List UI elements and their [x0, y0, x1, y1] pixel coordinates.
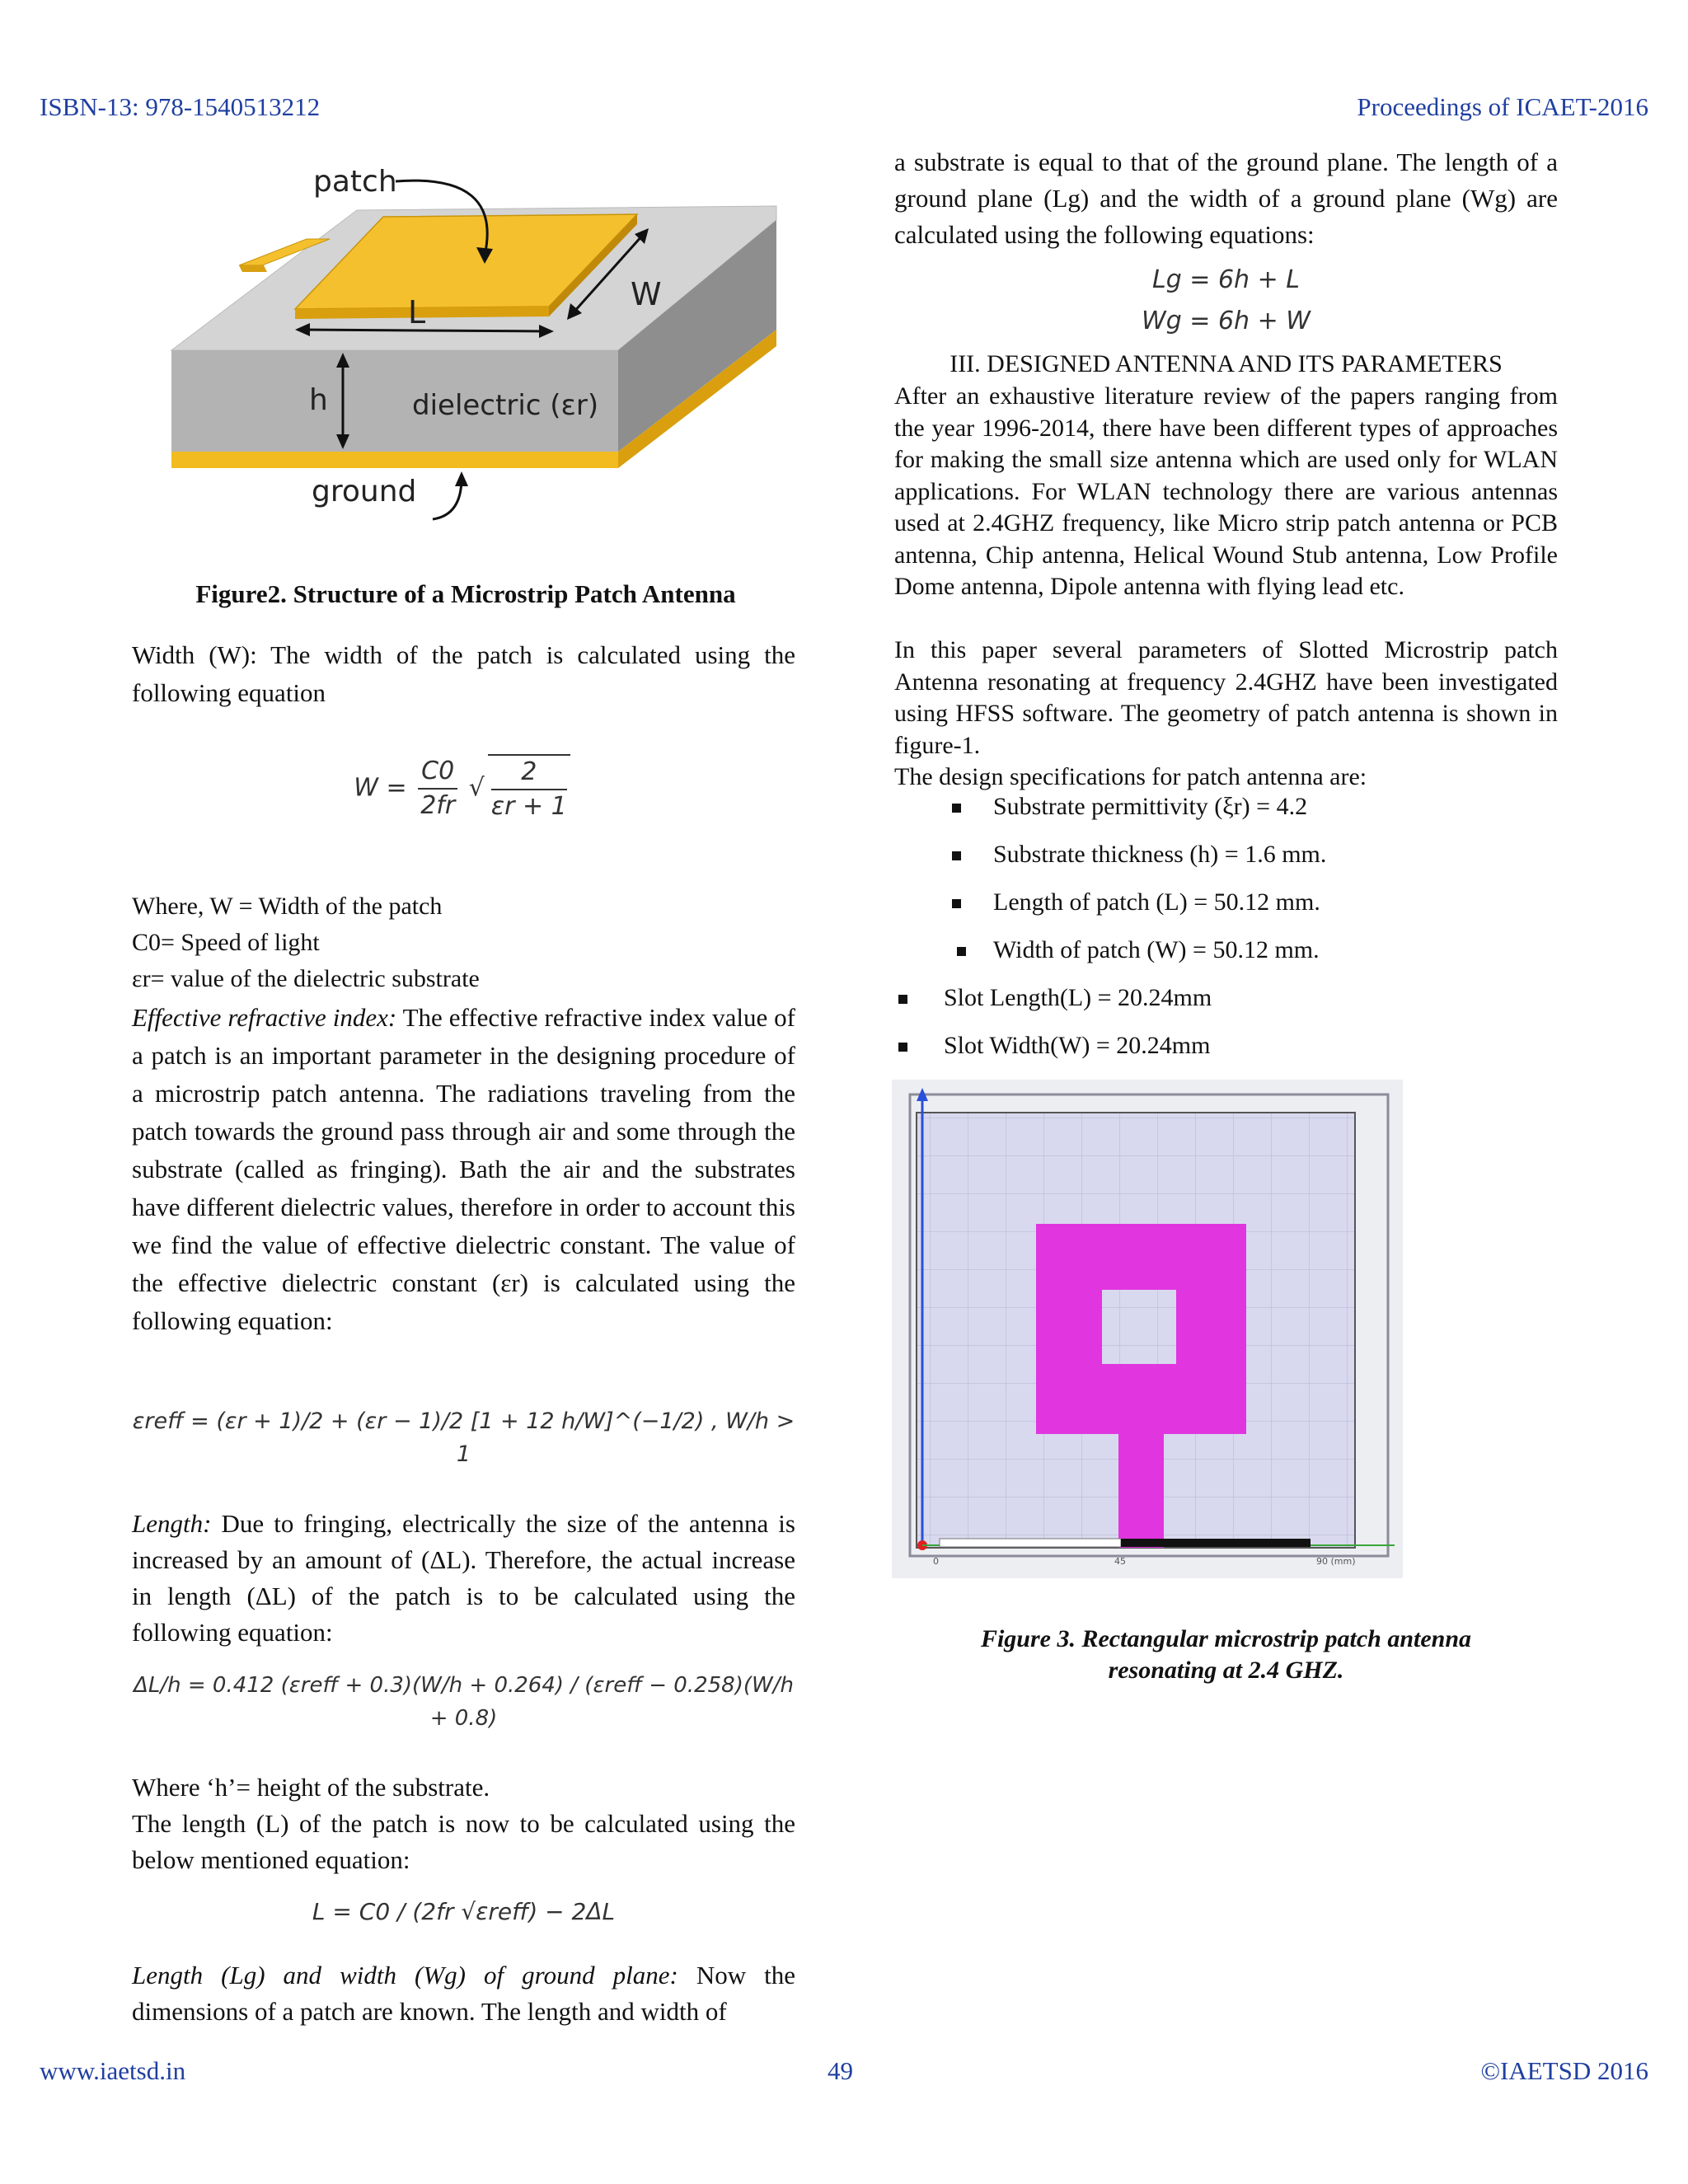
figure3-caption — [894, 1624, 1558, 1686]
label-patch: patch — [313, 165, 397, 199]
eq-w-den: 2fr — [420, 791, 456, 820]
width-paragraph: Width (W): The width of the patch is calculated using the following equation — [132, 640, 795, 707]
literature-paragraph: After an exhaustive literature review of the papers ranging from the year 1996-2014, there have been different types of approaches for making the small size antenna which are used only for WLAN applications. For WLAN technology there are various antennas used at 2.4GHZ frequency, like Micro strip patch antenna or PCB antenna, Chip antenna, Helical Wound Stub antenna, Low Profile Dome antenna, Dipole antenna with flying lead etc. — [894, 382, 1558, 600]
length-title: Length: — [132, 1509, 212, 1538]
spec-item: Substrate thickness (h) = 1.6 mm. — [894, 839, 1558, 887]
equation-delta-l: ΔL/h = 0.412 (εreff + 0.3)(W/h + 0.264) / (εreff − 0.258)(W/h + 0.8) — [134, 1673, 794, 1731]
hfss-paragraph: In this paper several parameters of Slotted Microstrip patch Antenna resonating at frequency 2.4GHZ have been investigated using HFSS software. The geometry of patch antenna is shown in figure-1. — [894, 636, 1558, 759]
label-ground: ground — [312, 475, 417, 509]
eq-w-num: C0 — [418, 755, 457, 790]
figure3-caption-line1: Figure 3. Rectangular microstrip patch antenna — [980, 1625, 1472, 1652]
scale-45: 45 — [1114, 1556, 1126, 1567]
eq-w-lhs: W = — [354, 773, 407, 803]
label-dielectric: dielectric (εr) — [412, 389, 599, 422]
eq-w-sqrt-num: 2 — [491, 756, 567, 790]
scale-0: 0 — [933, 1556, 939, 1567]
spec-list — [894, 791, 1558, 1078]
ground-plane-paragraph — [132, 1957, 795, 2030]
label-W: W — [631, 276, 662, 312]
ground-front — [171, 452, 618, 468]
figure2-caption: Figure2. Structure of a Microstrip Patch Antenna — [195, 579, 736, 608]
ground-plane-text: Now the dimensions of a patch are known. The length and width of — [132, 1961, 795, 2026]
section-title: III. DESIGNED ANTENNA AND ITS PARAMETERS — [950, 350, 1503, 377]
effective-index-title: Effective refractive index: — [132, 1003, 397, 1032]
spec-item: Width of patch (W) = 50.12 mm. — [894, 935, 1558, 982]
slot-item: Slot Width(W) = 20.24mm — [894, 1030, 1558, 1078]
where-c0: C0= Speed of light — [132, 929, 320, 956]
ground-plane-title: Length (Lg) and width (Wg) of ground plane: — [132, 1961, 678, 1990]
effective-index-text: The effective refractive index value of a patch is an important parameter in the designing procedure of a microstrip patch antenna. The radiations traveling from the patch towards the ground pass through air and some through the substrate (called as fringing). Bath the air and the substrates have different dielectric values, therefore in order to account this we find the value of effective dielectric constant. The value of the effective dielectric constant (εr) is calculated using the following equation: — [132, 1003, 796, 1335]
length-text: Due to fringing, electrically the size of the antenna is increased by an amount of (ΔL). Therefore, the actual increase in length (ΔL) of the patch is to be calculated using the following equation: — [132, 1509, 795, 1647]
footer-website[interactable]: www.iaetsd.in — [40, 2056, 186, 2085]
where-h: Where ‘h’= height of the substrate. — [132, 1773, 490, 1802]
figure3-caption-line2: resonating at 2.4 GHZ. — [1108, 1657, 1344, 1684]
scale-90: 90 (mm) — [1316, 1556, 1356, 1567]
equation-ground-length: Lg = 6h + L — [1152, 265, 1300, 294]
length-calc-paragraph: The length (L) of the patch is now to be calculated using the below mentioned equation: — [132, 1809, 795, 1874]
footer-copyright: ©IAETSD 2016 — [1480, 2056, 1648, 2085]
where-er: εr= value of the dielectric substrate — [132, 965, 480, 992]
header-isbn: ISBN-13: 978-1540513212 — [40, 92, 321, 121]
header-proceedings: Proceedings of ICAET-2016 — [1357, 92, 1648, 121]
spec-item: Length of patch (L) = 50.12 mm. — [894, 887, 1558, 935]
figure3-diagram — [892, 1080, 1403, 1578]
equation-width: W = $\frac{C0}{2fr}$ √ $\frac{2}{\varepsilon r + 1}$ — [132, 754, 795, 823]
equation-ereff: εreff = (εr + 1)/2 + (εr − 1)/2 [1 + 12 h/W]^(−1/2) , W/h > 1 — [132, 1408, 795, 1467]
label-L: L — [408, 294, 426, 330]
feed-line-2 — [239, 265, 267, 272]
eq-w-sqrt-den: εr + 1 — [490, 792, 567, 821]
effective-index-paragraph — [132, 999, 795, 1340]
figure2-diagram — [157, 140, 791, 556]
continuation-paragraph: a substrate is equal to that of the ground plane. The length of a ground plane (Lg) and the width of a ground plane (Wg) are calculated using the following equations: — [894, 148, 1558, 249]
equation-length: L = C0 / (2fr √εreff) − 2ΔL — [312, 1898, 616, 1925]
label-h: h — [309, 383, 328, 417]
length-paragraph — [132, 1506, 795, 1651]
page-number: 49 — [828, 2056, 853, 2085]
spec-item: Substrate permittivity (ξr) = 4.2 — [894, 791, 1558, 839]
where-w: Where, W = Width of the patch — [132, 893, 443, 920]
equation-ground-width: Wg = 6h + W — [1142, 307, 1311, 335]
slot-item: Slot Length(L) = 20.24mm — [894, 982, 1558, 1030]
feed-strip — [1118, 1434, 1164, 1548]
design-spec-intro: The design specifications for patch antenna are: — [894, 763, 1367, 790]
